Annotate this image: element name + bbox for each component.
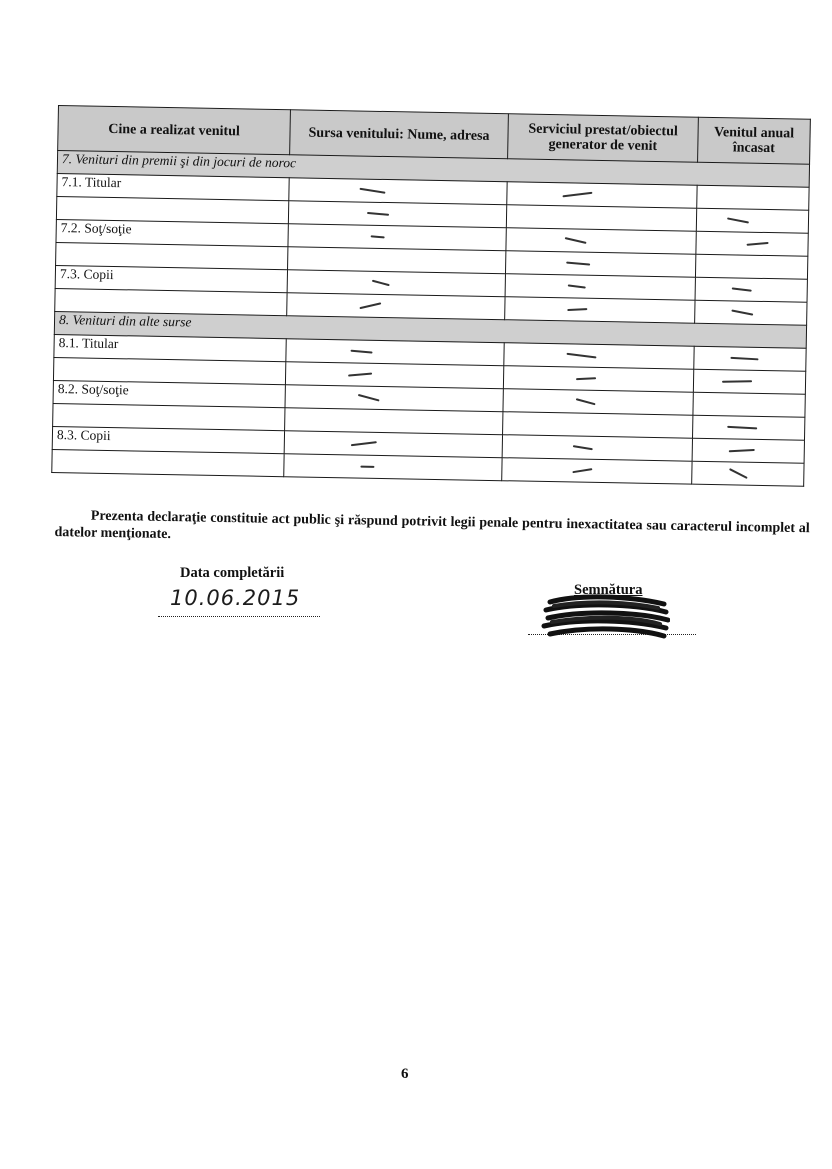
dash-mark [729, 449, 755, 452]
dash-mark [727, 426, 757, 430]
dash-mark [351, 441, 377, 446]
legal-statement [54, 507, 809, 554]
dash-mark [367, 212, 389, 216]
row-label [52, 449, 284, 476]
dash-mark [565, 237, 587, 244]
header-who: Cine a realizat venitul [58, 106, 291, 155]
income-cell [694, 346, 806, 371]
service-cell [506, 205, 696, 231]
page-number: 6 [401, 1066, 409, 1082]
dash-mark [567, 308, 587, 311]
dash-mark [358, 394, 380, 402]
signature-label: Semnătura [574, 582, 643, 598]
section-title-8: 8. Venituri din alte surse [54, 311, 806, 348]
header-annual-income: Venitul anual încasat [698, 117, 811, 164]
service-cell [505, 297, 695, 323]
income-cell [693, 415, 805, 440]
income-cell [693, 392, 805, 417]
income-cell [695, 277, 807, 302]
row-label: 8.3. Copii [52, 426, 284, 453]
income-cell [692, 461, 804, 486]
service-cell [502, 435, 692, 461]
dash-mark [722, 380, 752, 382]
service-cell [503, 412, 693, 438]
date-value: 10.06.2015 [170, 586, 301, 610]
income-cell [692, 438, 804, 463]
service-cell [503, 366, 693, 392]
row-label: 7.3. Copii [55, 265, 287, 292]
income-table-wrapper [51, 105, 810, 487]
dash-mark [360, 466, 374, 468]
header-source: Sursa venitului: Nume, adresa [290, 110, 509, 159]
source-cell [284, 454, 502, 481]
service-cell [505, 251, 695, 277]
income-table [51, 105, 811, 487]
dash-mark [730, 357, 758, 360]
row-label: 8.1. Titular [54, 334, 286, 361]
service-cell [505, 274, 695, 300]
dash-mark [350, 350, 372, 354]
dash-mark [576, 398, 596, 405]
source-cell [287, 293, 505, 320]
service-cell [507, 182, 697, 208]
service-cell [506, 228, 696, 254]
section-title-7: 7. Venituri din premii şi din jocuri de noroc [57, 151, 809, 188]
dash-mark [729, 468, 748, 479]
row-label: 7.2. Soţ/soţie [56, 219, 288, 246]
dash-mark [348, 373, 372, 377]
row-label: 7.1. Titular [57, 173, 289, 200]
service-cell [504, 343, 694, 369]
dash-mark [732, 287, 752, 291]
row-label: 8.2. Soţ/soţie [53, 380, 285, 407]
dash-mark [731, 309, 753, 315]
dash-mark [359, 188, 385, 194]
service-cell [503, 389, 693, 415]
dash-mark [576, 377, 596, 380]
service-cell [502, 458, 692, 484]
income-cell [693, 369, 805, 394]
dash-mark [573, 445, 593, 450]
dash-mark [566, 262, 590, 266]
date-label: Data completării [180, 565, 285, 581]
dash-mark [572, 468, 592, 473]
income-cell [696, 231, 808, 256]
dash-mark [727, 217, 749, 223]
legal-statement-text: Prezenta declaraţie constituie act public şi răspund potrivit legii penale pentru inexactitatea sau caracterul incomplet al datelor menţionate. [54, 508, 810, 543]
income-cell [695, 254, 807, 279]
dash-mark [562, 192, 592, 198]
dash-mark [566, 353, 596, 359]
income-cell [696, 208, 808, 233]
dash-mark [568, 284, 586, 288]
income-cell [695, 300, 807, 325]
dash-mark [372, 280, 390, 287]
income-cell [697, 185, 809, 210]
dash-mark [747, 242, 769, 246]
header-service: Serviciul prestat/obiectul generator de venit [508, 114, 699, 162]
dash-mark [371, 235, 385, 238]
dash-mark [359, 302, 381, 309]
signature-redaction-scribble [540, 590, 670, 642]
